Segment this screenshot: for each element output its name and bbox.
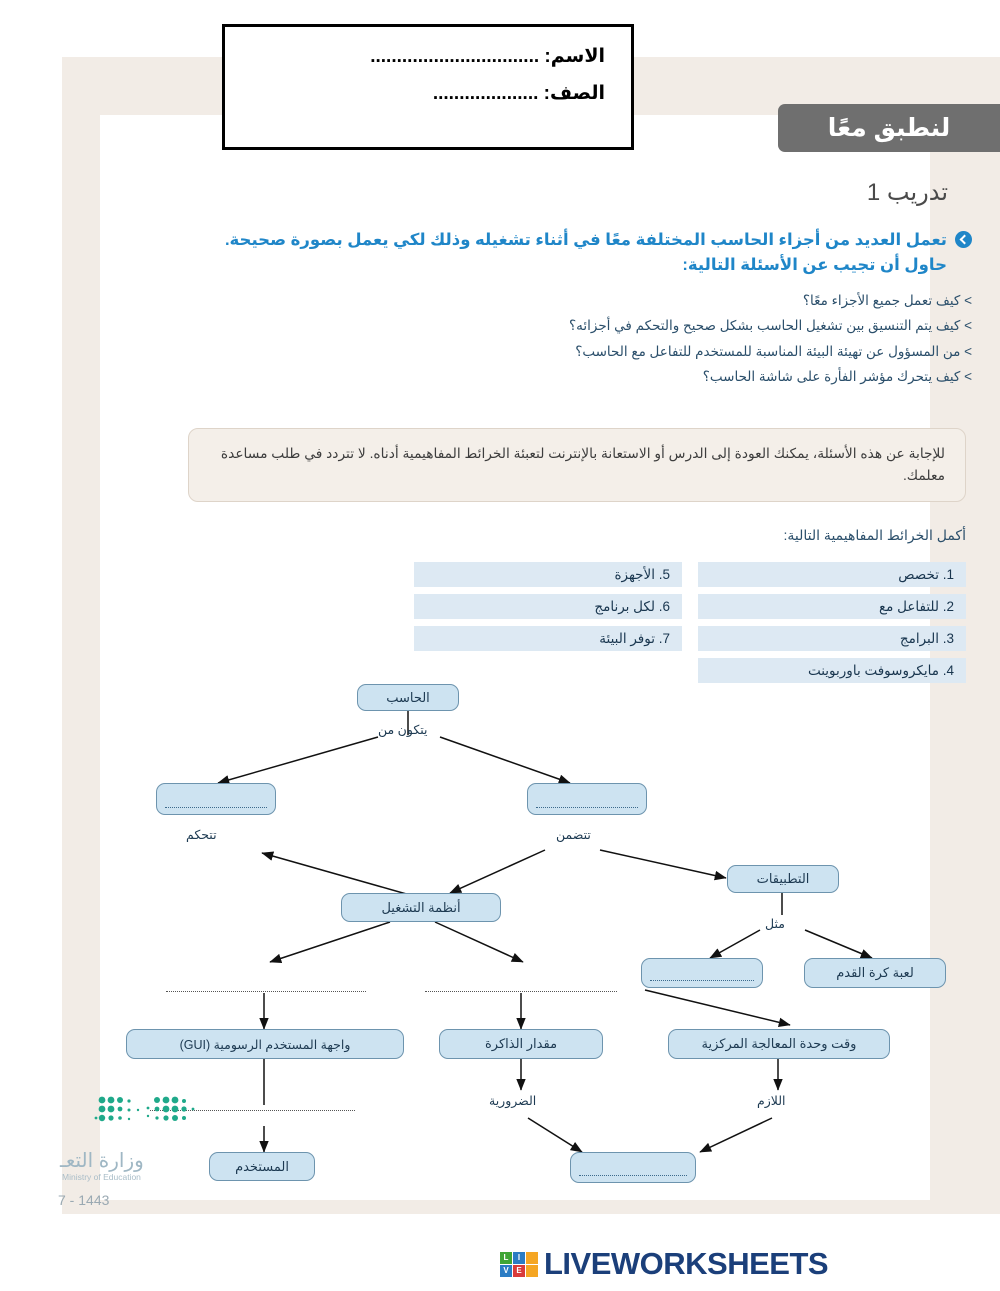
student-info-box	[222, 24, 634, 150]
map-node-user: المستخدم	[209, 1152, 315, 1181]
wordbank-title: أكمل الخرائط المفاهيمية التالية:	[783, 527, 966, 543]
liveworksheets-watermark	[500, 1246, 828, 1282]
logo-tile-l: L	[500, 1252, 512, 1264]
name-dotted-line[interactable]: ................................	[370, 46, 540, 67]
map-answer-line-left[interactable]	[166, 991, 366, 992]
question-item-4: > كيف يتحرك مؤشر الفأرة على شاشة الحاسب؟	[702, 369, 972, 385]
wordbank-item[interactable]: 6. لكل برنامج	[414, 594, 682, 619]
name-label: الاسم:	[544, 46, 605, 67]
class-label: الصف:	[543, 82, 605, 104]
map-edge-label-consists-of: يتكون من	[378, 723, 428, 737]
map-node-operating-systems: أنظمة التشغيل	[341, 893, 501, 922]
ministry-name-english: Ministry of Education	[62, 1172, 141, 1182]
intro-block	[186, 228, 972, 390]
logo-tile-v: V	[500, 1265, 512, 1277]
wordbank-item[interactable]: 4. مايكروسوفت باوربوينت	[698, 658, 966, 683]
name-row	[251, 43, 605, 72]
map-edge-label-such-as: مثل	[765, 917, 785, 931]
question-item-2: > كيف يتم التنسيق بين تشغيل الحاسب بشكل صحيح والتحكم في أجزائه؟	[568, 318, 972, 334]
map-node-cpu-time: وقت وحدة المعالجة المركزية	[668, 1029, 890, 1059]
ministry-name-arabic: وزارة التعـ	[60, 1150, 144, 1172]
map-edge-label-required: اللازم	[757, 1094, 786, 1108]
question-item-1: > كيف تعمل جميع الأجزاء معًا؟	[802, 292, 972, 308]
ministry-of-education-logo	[86, 1092, 216, 1142]
question-item-3: > من المسؤول عن تهيئة البيئة المناسبة للمستخدم للتفاعل مع الحاسب؟	[575, 343, 972, 359]
intro-line	[186, 228, 972, 278]
map-node-applications: التطبيقات	[727, 865, 839, 893]
map-edge-label-necessary: الضرورية	[489, 1094, 537, 1108]
section-heading-pill: لنطبق معًا	[778, 104, 1000, 152]
map-node-blank-bottom[interactable]	[570, 1152, 696, 1183]
map-node-gui: واجهة المستخدم الرسومية (GUI)	[126, 1029, 404, 1059]
wordbank-left-column	[414, 562, 682, 658]
question-list	[186, 288, 972, 391]
chevron-circle-icon	[955, 231, 972, 248]
map-node-blank-application[interactable]	[641, 958, 763, 988]
wordbank-item[interactable]: 2. للتفاعل مع	[698, 594, 966, 619]
wordbank-right-column	[698, 562, 966, 690]
exercise-title: تدريب 1	[866, 179, 948, 206]
map-node-root: الحاسب	[357, 684, 459, 711]
map-node-football-game: لعبة كرة القدم	[804, 958, 946, 988]
map-node-blank-right[interactable]	[527, 783, 647, 815]
logo-tile-blank-2	[526, 1265, 538, 1277]
hint-note-box: للإجابة عن هذه الأسئلة، يمكنك العودة إلى الدرس أو الاستعانة بالإنترنت لتعبئة الخرائط المفاهيمية أدناه. لا تتردد في طلب مساعدة معلمك.	[188, 428, 966, 502]
class-dotted-line[interactable]: ....................	[432, 82, 539, 104]
liveworksheets-logo-tiles	[500, 1252, 538, 1277]
class-row	[251, 80, 605, 109]
liveworksheets-wordmark: LIVEWORKSHEETS	[544, 1246, 829, 1281]
logo-tile-i: I	[513, 1252, 525, 1264]
map-edge-label-includes: تتضمن	[556, 828, 591, 842]
ministry-year: 1443 - 7	[58, 1192, 110, 1208]
wordbank-item[interactable]: 1. تخصص	[698, 562, 966, 587]
map-edge-label-controls: تتحكم	[186, 828, 217, 842]
map-node-memory-amount: مقدار الذاكرة	[439, 1029, 603, 1059]
wordbank-item[interactable]: 3. البرامج	[698, 626, 966, 651]
map-answer-line-middle[interactable]	[425, 991, 617, 992]
map-node-blank-left[interactable]	[156, 783, 276, 815]
logo-tile-e: E	[513, 1265, 525, 1277]
logo-tile-blank-1	[526, 1252, 538, 1264]
wordbank-item[interactable]: 5. الأجهزة	[414, 562, 682, 587]
wordbank-item[interactable]: 7. توفر البيئة	[414, 626, 682, 651]
intro-paragraph: تعمل العديد من أجزاء الحاسب المختلفة معًا في أثناء تشغيله وذلك لكي يعمل بصورة صحيحة. حاول أن تجيب عن الأسئلة التالية:	[224, 231, 947, 274]
